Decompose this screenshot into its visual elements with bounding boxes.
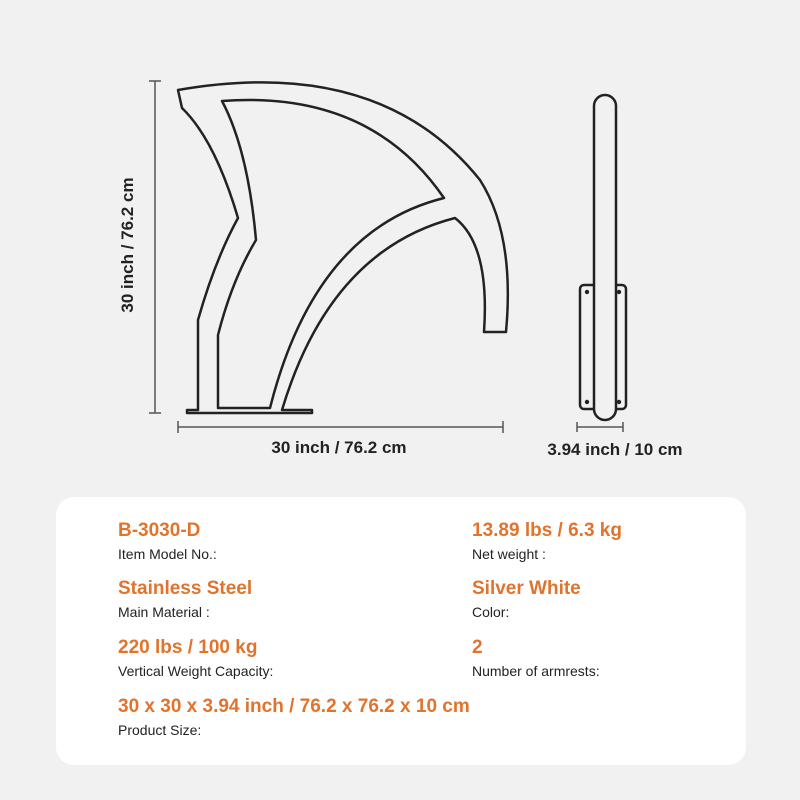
size-value: 30 x 30 x 3.94 inch / 76.2 x 76.2 x 10 cm <box>118 696 470 717</box>
spec-model <box>118 520 217 563</box>
model-label: Item Model No.: <box>118 546 217 562</box>
size-label: Product Size: <box>118 722 202 738</box>
tube-side-view <box>594 95 616 420</box>
weight-label: Net weight : <box>472 546 546 562</box>
armrests-label: Number of armrests: <box>472 663 600 679</box>
handrail-front-view <box>178 82 508 413</box>
weight-value: 13.89 lbs / 6.3 kg <box>472 520 622 541</box>
spec-weight <box>472 520 622 563</box>
spec-card <box>56 497 746 765</box>
model-value: B-3030-D <box>118 520 201 541</box>
spec-material <box>118 578 252 621</box>
capacity-value: 220 lbs / 100 kg <box>118 637 258 658</box>
spec-capacity <box>118 637 273 680</box>
width-dimension-label: 30 inch / 76.2 cm <box>271 438 407 457</box>
material-label: Main Material : <box>118 604 210 620</box>
armrests-value: 2 <box>472 637 483 658</box>
depth-dimension-label: 3.94 inch / 10 cm <box>547 440 683 459</box>
color-value: Silver White <box>472 578 581 599</box>
spec-size <box>118 696 470 739</box>
height-dimension-label: 30 inch / 76.2 cm <box>118 177 137 313</box>
color-label: Color: <box>472 604 510 620</box>
spec-armrests <box>472 637 600 680</box>
spec-color <box>472 578 581 621</box>
capacity-label: Vertical Weight Capacity: <box>118 663 274 679</box>
handrail-inner-loop <box>218 100 444 408</box>
material-value: Stainless Steel <box>118 578 253 599</box>
